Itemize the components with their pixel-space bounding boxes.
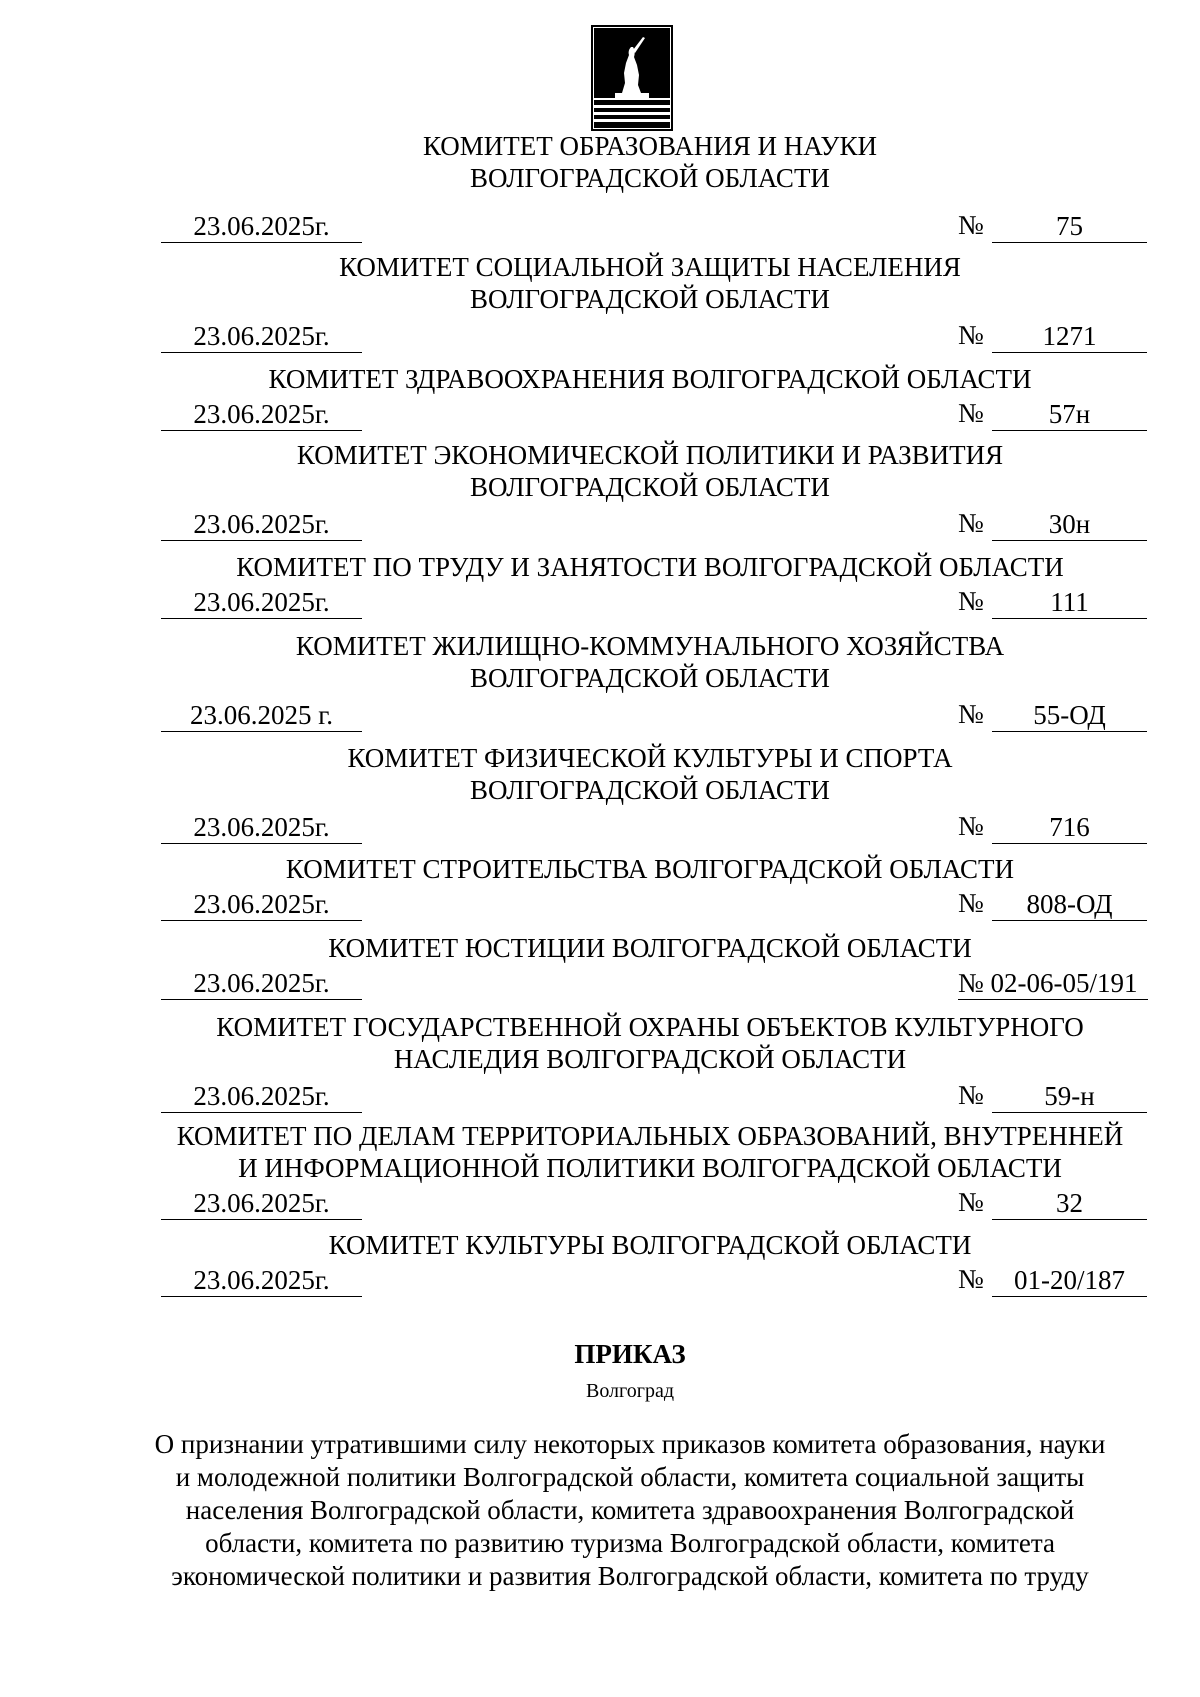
subject-line: и молодежной политики Волгоградской области, комитета социальной защиты: [175, 1462, 1085, 1492]
committee-number: 01-20/187: [992, 1264, 1147, 1297]
number-sign: №: [958, 888, 984, 918]
committee-date: 23.06.2025г.: [161, 1264, 362, 1297]
committee-number: 32: [992, 1187, 1147, 1220]
subject-line: населения Волгоградской области, комитета здравоохранения Волгоградской: [185, 1495, 1075, 1525]
number-sign: №: [958, 1187, 984, 1217]
committee-number: 111: [992, 586, 1147, 619]
committee-date: 23.06.2025г.: [161, 1187, 362, 1220]
committee-title: КОМИТЕТ ФИЗИЧЕСКОЙ КУЛЬТУРЫ И СПОРТА ВОЛГОГРАДСКОЙ ОБЛАСТИ: [347, 743, 953, 805]
committee-title: КОМИТЕТ ЗДРАВООХРАНЕНИЯ ВОЛГОГРАДСКОЙ ОБЛАСТИ: [268, 364, 1032, 394]
subject-line: области, комитета по развитию туризма Волгоградской области, комитета: [205, 1528, 1055, 1558]
number-sign: №: [958, 210, 984, 240]
committee-date: 23.06.2025г.: [161, 398, 362, 431]
committee-title: КОМИТЕТ ПО ДЕЛАМ ТЕРРИТОРИАЛЬНЫХ ОБРАЗОВАНИЙ, ВНУТРЕННЕЙ И ИНФОРМАЦИОННОЙ ПОЛИТИКИ ВОЛГОГРАДСКОЙ ОБЛАСТИ: [176, 1121, 1124, 1183]
committee-number: 57н: [992, 398, 1147, 431]
volgograd-coat-of-arms-icon: [591, 25, 673, 131]
committee-date: 23.06.2025г.: [161, 888, 362, 921]
number-sign: №: [958, 320, 984, 350]
committee-number: 55-ОД: [992, 699, 1147, 732]
committee-number: № 02-06-05/191: [958, 967, 1148, 1000]
committee-title: КОМИТЕТ ПО ТРУДУ И ЗАНЯТОСТИ ВОЛГОГРАДСКОЙ ОБЛАСТИ: [236, 552, 1064, 582]
document-type: ПРИКАЗ: [574, 1339, 686, 1369]
committee-title: КОМИТЕТ ЭКОНОМИЧЕСКОЙ ПОЛИТИКИ И РАЗВИТИЯ ВОЛГОГРАДСКОЙ ОБЛАСТИ: [296, 440, 1004, 502]
committee-title: КОМИТЕТ ЖИЛИЩНО-КОММУНАЛЬНОГО ХОЗЯЙСТВА ВОЛГОГРАДСКОЙ ОБЛАСТИ: [295, 631, 1005, 693]
number-sign: №: [958, 699, 984, 729]
committee-number: 59-н: [992, 1080, 1147, 1113]
number-sign: №: [958, 508, 984, 538]
number-sign: №: [958, 398, 984, 428]
number-sign: №: [958, 1080, 984, 1110]
subject-line: О признании утратившими силу некоторых приказов комитета образования, науки: [154, 1429, 1106, 1459]
committee-number: 75: [992, 210, 1147, 243]
document-city: Волгоград: [585, 1380, 675, 1402]
committee-date: 23.06.2025г.: [161, 1080, 362, 1113]
number-sign: №: [958, 1264, 984, 1294]
committee-date: 23.06.2025г.: [161, 320, 362, 353]
committee-number: 1271: [992, 320, 1147, 353]
committee-number: 808-ОД: [992, 888, 1147, 921]
committee-title: КОМИТЕТ СОЦИАЛЬНОЙ ЗАЩИТЫ НАСЕЛЕНИЯ ВОЛГОГРАДСКОЙ ОБЛАСТИ: [339, 252, 961, 314]
committee-title: КОМИТЕТ СТРОИТЕЛЬСТВА ВОЛГОГРАДСКОЙ ОБЛАСТИ: [285, 854, 1015, 884]
committee-date: 23.06.2025г.: [161, 811, 362, 844]
committee-title: КОМИТЕТ ГОСУДАРСТВЕННОЙ ОХРАНЫ ОБЪЕКТОВ КУЛЬТУРНОГО НАСЛЕДИЯ ВОЛГОГРАДСКОЙ ОБЛАСТИ: [216, 1012, 1084, 1074]
committee-number: 716: [992, 811, 1147, 844]
number-sign: №: [958, 586, 984, 616]
committee-number: 30н: [992, 508, 1147, 541]
number-sign: №: [958, 811, 984, 841]
committee-title: КОМИТЕТ ЮСТИЦИИ ВОЛГОГРАДСКОЙ ОБЛАСТИ: [328, 933, 972, 963]
committee-title: КОМИТЕТ ОБРАЗОВАНИЯ И НАУКИ ВОЛГОГРАДСКОЙ ОБЛАСТИ: [422, 131, 878, 193]
committee-title: КОМИТЕТ КУЛЬТУРЫ ВОЛГОГРАДСКОЙ ОБЛАСТИ: [328, 1230, 972, 1260]
committee-date: 23.06.2025г.: [161, 210, 362, 243]
committee-date: 23.06.2025 г.: [161, 699, 362, 732]
subject-line: экономической политики и развития Волгоградской области, комитета по труду: [171, 1561, 1089, 1591]
document-subject: [110, 1428, 1150, 1593]
committee-date: 23.06.2025г.: [161, 967, 362, 1000]
committee-date: 23.06.2025г.: [161, 586, 362, 619]
committee-date: 23.06.2025г.: [161, 508, 362, 541]
